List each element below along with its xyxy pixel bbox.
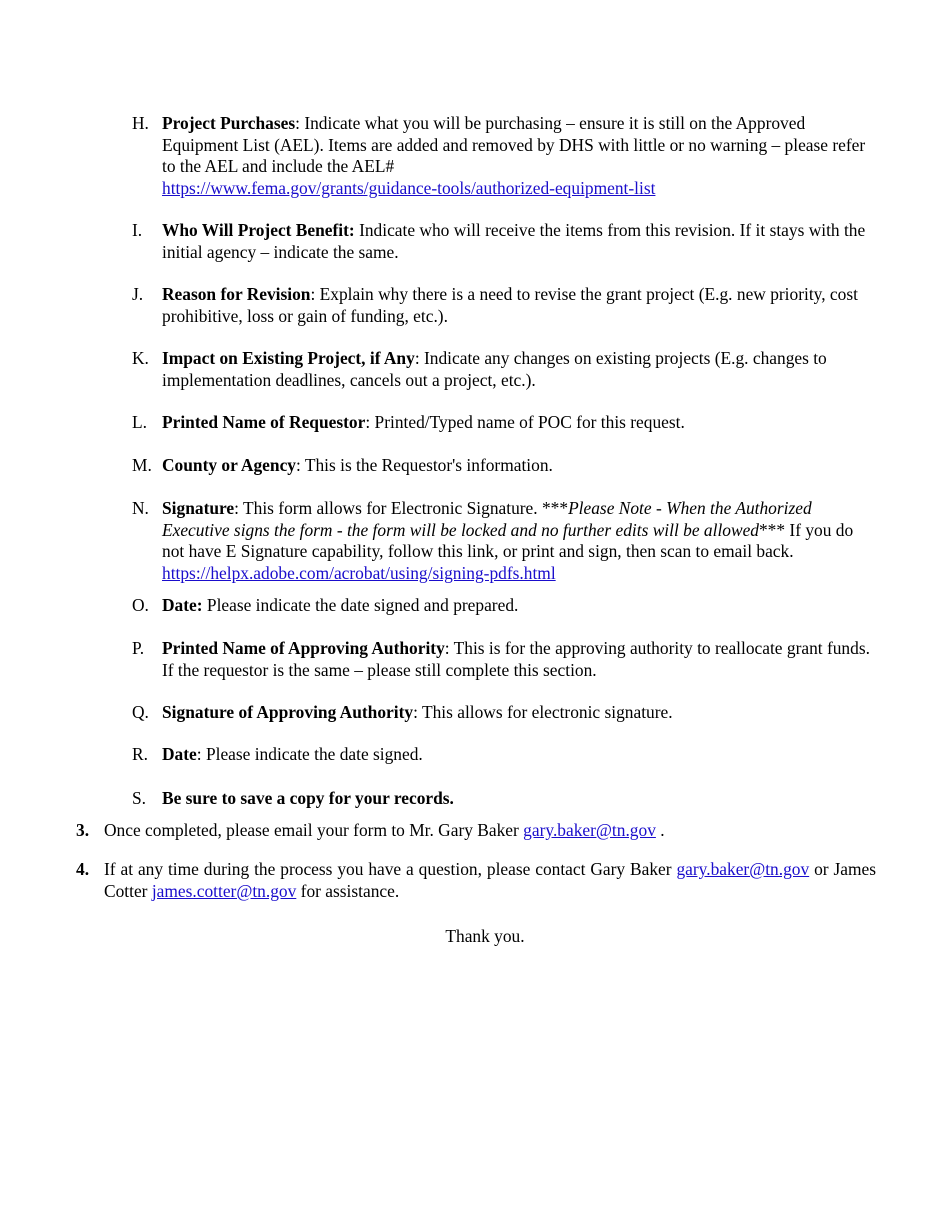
step-marker: 3.: [76, 820, 90, 840]
item-text: : This allows for electronic signature.: [413, 702, 673, 722]
item-title: Signature: [162, 498, 235, 518]
item-title: County or Agency: [162, 455, 296, 475]
item-body: [162, 744, 872, 766]
email-link-james[interactable]: james.cotter@tn.gov: [151, 880, 297, 901]
item-marker: Q.: [132, 702, 149, 722]
item-body: [162, 284, 872, 327]
item-marker: S.: [132, 788, 147, 808]
item-text: Please indicate the date signed and prepared.: [202, 595, 519, 615]
list-item-i: [132, 220, 872, 263]
item-body: [162, 113, 872, 199]
item-body: [162, 412, 872, 434]
item-title: Project Purchases: [162, 113, 296, 133]
item-marker: I.: [132, 220, 143, 240]
item-text: : This is the Requestor's information.: [295, 455, 553, 475]
list-item-h: [132, 113, 872, 199]
step-text-end: .: [655, 820, 665, 840]
item-marker: P.: [132, 638, 145, 658]
item-text: : Explain why there is a need to revise the grant project (E.g. new priority, cost prohibitive, loss or gain of funding, etc.).: [162, 284, 858, 326]
step-text-middle: or James Cotter: [104, 859, 876, 901]
step-body: [104, 859, 876, 902]
item-text: : This form allows for Electronic Signature. ***: [234, 498, 569, 518]
item-marker: N.: [132, 498, 149, 518]
list-item-o: [132, 595, 872, 617]
item-title: Signature of Approving Authority: [162, 702, 414, 722]
item-marker: H.: [132, 113, 149, 133]
list-item-q: [132, 702, 872, 724]
step-marker: 4.: [76, 859, 90, 879]
item-text: : Indicate what you will be purchasing – ensure it is still on the Approved Equipment List (AEL). Items are added and removed by DHS with little or no warning – please refer to the AEL and include the AEL#: [162, 113, 866, 176]
item-body: [162, 498, 872, 584]
item-marker: O.: [132, 595, 149, 615]
step-text: Once completed, please email your form to Mr. Gary Baker: [104, 820, 524, 840]
list-item-s: [132, 788, 872, 810]
item-text: : This is for the approving authority to reallocate grant funds. If the requestor is the same – please still complete this section.: [162, 638, 870, 680]
item-text-continued: *** If you do not have E Signature capability, follow this link, or print and sign, then scan to email back.: [162, 519, 854, 561]
item-text: : Please indicate the date signed.: [196, 744, 423, 764]
item-text: Indicate who will receive the items from this revision. If it stays with the initial agency – indicate the same.: [162, 220, 866, 262]
item-title: Printed Name of Requestor: [162, 412, 366, 432]
closing-text: Thank you.: [445, 926, 525, 946]
item-title: Printed Name of Approving Authority: [162, 638, 445, 658]
step-text-end: for assistance.: [296, 880, 400, 901]
item-body: [162, 595, 872, 617]
list-item-k: [132, 348, 872, 391]
item-body: [162, 638, 872, 681]
item-marker: J.: [132, 284, 144, 304]
list-item-n: [132, 498, 872, 584]
list-item-l: [132, 412, 872, 434]
list-item-j: [132, 284, 872, 327]
email-link-gary[interactable]: gary.baker@tn.gov: [676, 859, 810, 879]
step-body: [104, 820, 876, 842]
list-item-p: [132, 638, 872, 681]
item-body: [162, 348, 872, 391]
list-item-r: [132, 744, 872, 766]
item-title: Date: [162, 744, 197, 764]
item-body: [162, 788, 872, 810]
step-4: [76, 859, 876, 902]
item-title: Be sure to save a copy for your records.: [162, 788, 454, 808]
item-title: Reason for Revision: [162, 284, 311, 304]
item-text: : Printed/Typed name of POC for this request.: [365, 412, 685, 432]
item-body: [162, 702, 872, 724]
step-text: If at any time during the process you have a question, please contact Gary Baker: [104, 859, 677, 879]
item-marker: R.: [132, 744, 148, 764]
item-marker: L.: [132, 412, 147, 432]
item-text: : Indicate any changes on existing projects (E.g. changes to implementation deadlines, cancels out a project, etc.).: [162, 348, 827, 390]
ael-link[interactable]: https://www.fema.gov/grants/guidance-tools/authorized-equipment-list: [162, 177, 656, 198]
step-3: [76, 820, 876, 842]
item-title: Date:: [162, 595, 203, 615]
item-marker: K.: [132, 348, 149, 368]
item-title: Who Will Project Benefit:: [162, 220, 355, 240]
item-title: Impact on Existing Project, if Any: [162, 348, 415, 368]
item-body: [162, 455, 872, 477]
list-item-m: [132, 455, 872, 477]
item-note: Please Note - When the Authorized Executive signs the form - the form will be locked and no further edits will be allowed: [162, 498, 812, 540]
item-body: [162, 220, 872, 263]
email-link-gary[interactable]: gary.baker@tn.gov: [523, 820, 656, 840]
signing-help-link[interactable]: https://helpx.adobe.com/acrobat/using/signing-pdfs.html: [162, 562, 556, 583]
item-marker: M.: [132, 455, 152, 475]
